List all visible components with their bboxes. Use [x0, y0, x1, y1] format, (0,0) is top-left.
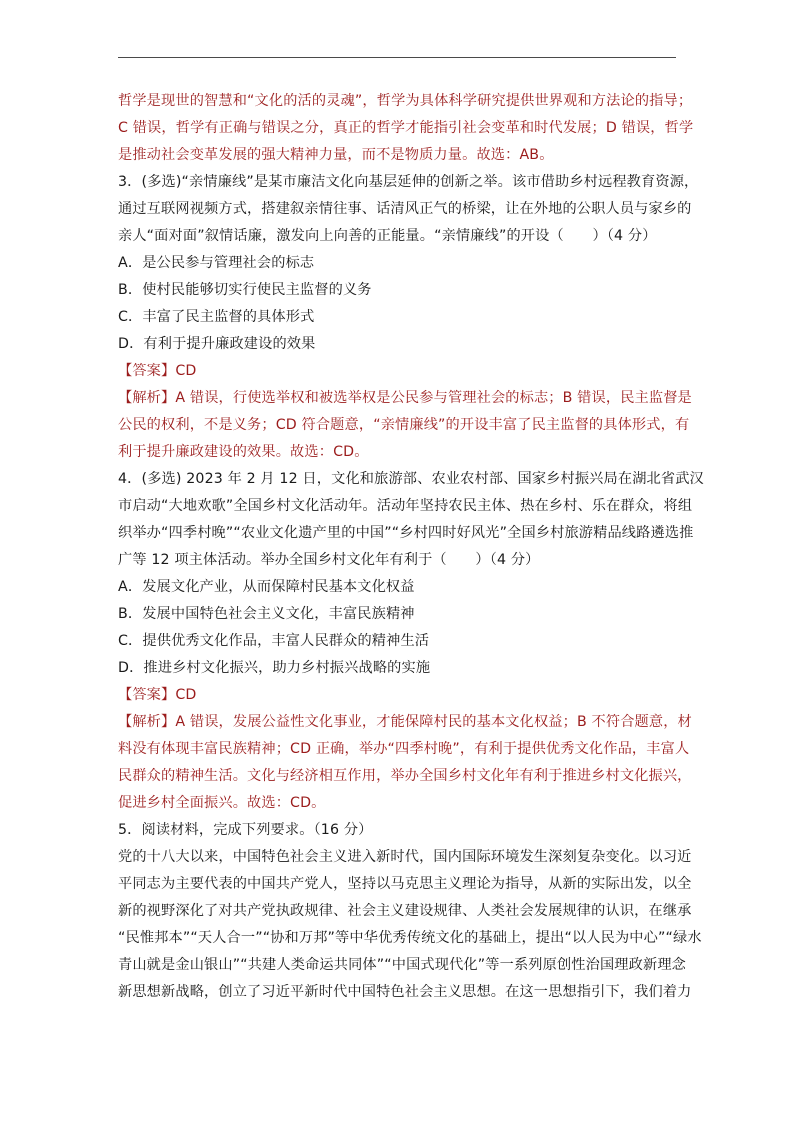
text-line: 【解析】A 错误，行使选举权和被选举权是公民参与管理社会的标志；B 错误，民主监督是 [118, 390, 692, 406]
text-line: 5．阅读材料，完成下列要求。（16 分） [118, 822, 373, 838]
header-rule [118, 57, 676, 58]
text-line: A．是公民参与管理社会的标志 [118, 255, 315, 271]
text-line: 哲学是现世的智慧和“文化的活的灵魂”，哲学为具体科学研究提供世界观和方法论的指导； [118, 93, 693, 109]
text-line: B．使村民能够切实行使民主监督的义务 [118, 282, 372, 298]
text-line: 青山就是金山银山”“共建人类命运共同体”“中国式现代化”等一系列原创性治国理政新理念 [118, 957, 686, 973]
text-line: 公民的权利，不是义务；CD 符合题意，“亲情廉线”的开设丰富了民主监督的具体形式，有 [118, 417, 690, 433]
text-line: 4．(多选) 2023 年 2 月 12 日，文化和旅游部、农业农村部、国家乡村振兴局在湖北省武汉 [118, 471, 704, 487]
document-body [118, 88, 704, 1006]
text-line: 利于提升廉政建设的效果。故选：CD。 [118, 444, 369, 460]
text-line: 广等 12 项主体活动。举办全国乡村文化年有利于（ ）（4 分） [118, 552, 540, 568]
text-line: 新的视野深化了对共产党执政规律、社会主义建设规律、人类社会发展规律的认识，在继承 [118, 903, 692, 919]
text-line: 通过互联网视频方式，搭建叙亲情往事、话清风正气的桥梁，让在外地的公职人员与家乡的 [118, 201, 692, 217]
text-line: 3．(多选)“亲情廉线”是某市廉洁文化向基层延伸的创新之举。该市借助乡村远程教育资源， [118, 174, 699, 190]
text-line: 亲人“面对面”叙情话廉，激发向上向善的正能量。“亲情廉线”的开设（ ）（4 分） [118, 228, 657, 244]
text-line: C．提供优秀文化作品，丰富人民群众的精神生活 [118, 633, 430, 649]
text-line: 促进乡村全面振兴。故选：CD。 [118, 795, 326, 811]
text-line: 党的十八大以来，中国特色社会主义进入新时代，国内国际环境发生深刻复杂变化。以习近 [118, 849, 692, 865]
text-line: 织举办“四季村晚”“农业文化遗产里的中国”“乡村四时好风光”全国乡村旅游精品线路遴选推 [118, 525, 694, 541]
text-line: 市启动“大地欢歌”全国乡村文化活动年。活动年坚持农民主体、热在乡村、乐在群众，将组 [118, 498, 693, 514]
text-line: D．有利于提升廉政建设的效果 [118, 336, 316, 352]
text-line: 民群众的精神生活。文化与经济相互作用，举办全国乡村文化年有利于推进乡村文化振兴， [118, 768, 692, 784]
text-line: 是推动社会变革发展的强大精神力量，而不是物质力量。故选：AB。 [118, 147, 554, 163]
text-line: C 错误，哲学有正确与错误之分，真正的哲学才能指引社会变革和时代发展；D 错误，哲学 [118, 120, 694, 136]
text-line: 新思想新战略，创立了习近平新时代中国特色社会主义思想。在这一思想指引下，我们着力 [118, 984, 692, 1000]
text-line: 料没有体现丰富民族精神；CD 正确，举办“四季村晚”，有利于提供优秀文化作品，丰富人 [118, 741, 690, 757]
text-line: 【答案】CD [118, 687, 197, 703]
text-line: 【答案】CD [118, 363, 197, 379]
text-line: “民惟邦本”“天人合一”“协和万邦”等中华优秀传统文化的基础上，提出“以人民为中心”“绿水 [118, 930, 702, 946]
text-line: C．丰富了民主监督的具体形式 [118, 309, 315, 325]
text-line: 平同志为主要代表的中国共产党人，坚持以马克思主义理论为指导，从新的实际出发，以全 [118, 876, 692, 892]
text-line: 【解析】A 错误，发展公益性文化事业，才能保障村民的基本文化权益；B 不符合题意，材 [118, 714, 692, 730]
text-line: D．推进乡村文化振兴，助力乡村振兴战略的实施 [118, 660, 431, 676]
text-line: B．发展中国特色社会主义文化，丰富民族精神 [118, 606, 415, 622]
text-line: A．发展文化产业，从而保障村民基本文化权益 [118, 579, 415, 595]
